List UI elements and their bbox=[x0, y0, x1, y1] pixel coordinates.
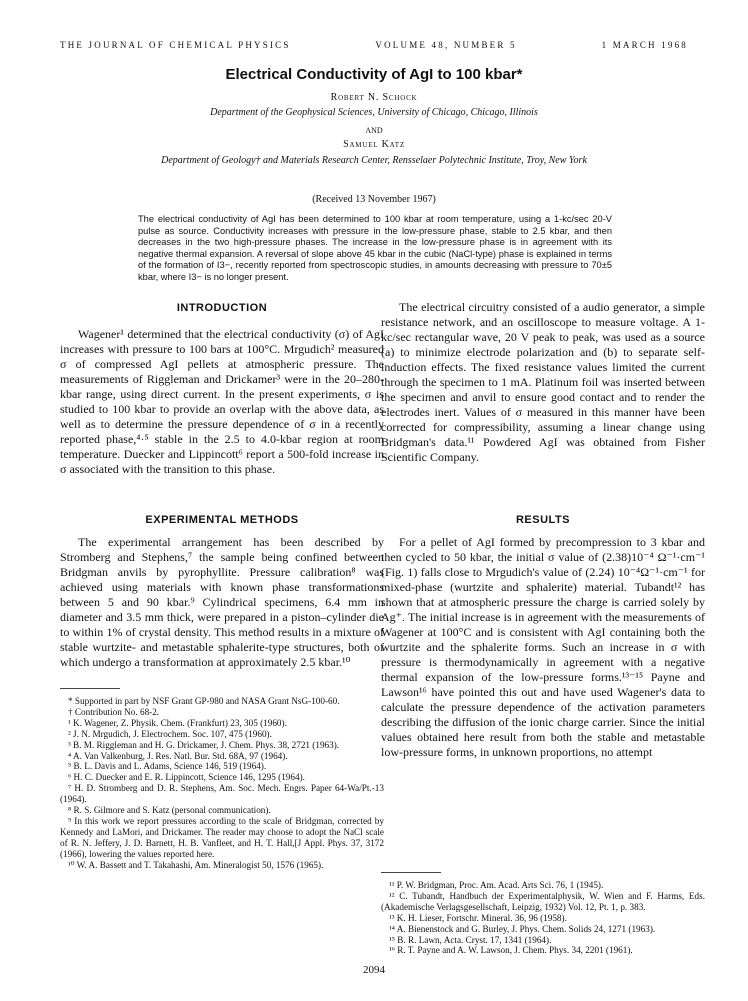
received-date: (Received 13 November 1967) bbox=[312, 194, 436, 205]
introduction-heading: INTRODUCTION bbox=[176, 302, 268, 314]
results-text: For a pellet of AgI formed by precompression to 3 kbar and then cycled to 50 kbar, the initial σ value of (2.38)10⁻⁴ Ω⁻¹·cm⁻¹ (Fig. 1) falls close to Mrgudich's value of (2.24) 10⁻⁴Ω⁻¹·cm⁻¹ for mixed-phase (wurtzite and sphalerite) material. Tubandt¹² has shown that at atmospheric pressure the charge is carried solely by Ag⁺. The initial increase is in agreement with the measurements of Wagener at 100°C and is consistent with AgI containing both the wurtzite and the sphalerite forms. Such an increase in σ with pressure is thermodynamically in agreement with a negative thermal expansion of the low-pressure forms.¹³⁻¹⁵ Payne and Lawson¹⁶ have pointed this out and have used Wagener's data to calculate the pressure dependence of the activation parameters describing the diffusion of the ionic charge carrier. Since the initial values obtained here result from both the stable and metastable low-pressure forms, in unknown proportions, no attempt bbox=[381, 535, 705, 759]
footnote: ¹⁶ R. T. Payne and A. W. Lawson, J. Chem. Phys. 34, 2201 (1961). bbox=[389, 945, 633, 956]
article-title: Electrical Conductivity of AgI to 100 kbar* bbox=[225, 66, 523, 83]
page-number: 2094 bbox=[363, 964, 385, 976]
and-separator: AND bbox=[365, 126, 383, 135]
footnote: ¹³ K. H. Lieser, Fortschr. Mineral. 36, 96 (1958). bbox=[389, 912, 567, 923]
experimental-section bbox=[60, 514, 384, 670]
footnote: ⁵ B. L. Davis and L. Adams, Science 146, 519 (1964). bbox=[68, 761, 267, 772]
footnote: ¹ K. Wagener, Z. Physik. Chem. (Frankfurt) 23, 305 (1960). bbox=[68, 717, 287, 728]
footnote-rule-right bbox=[381, 872, 441, 873]
journal-header bbox=[60, 40, 688, 50]
circuitry-text: The electrical circuitry consisted of a audio generator, a simple resistance network, and an oscilloscope to measure voltage. A 1-kc/sec rectangular wave, 20 V peak to peak, was used as a source (a) to minimize electrode polarization and (b) to separate self-induction effects. The fixed resistance values limited the current through the specimen to 1 mA. Platinum foil was inserted between the specimen and anvil to ensure good contact and to render the electrodes inert. Values of σ measured in this manner have been corrected for compressibility, assuming a linear change using Bridgman's data.¹¹ Powdered AgI was obtained from Fisher Scientific Company. bbox=[381, 300, 705, 464]
introduction-section bbox=[60, 302, 384, 477]
footnote: ⁶ H. C. Duecker and E. R. Lippincott, Science 146, 1295 (1964). bbox=[68, 772, 305, 783]
footnote: ³ B. M. Riggleman and H. G. Drickamer, J. Chem. Phys. 38, 2721 (1963). bbox=[68, 739, 340, 750]
author-1: Robert N. Schock bbox=[330, 92, 418, 103]
volume-number: VOLUME 48, NUMBER 5 bbox=[375, 40, 517, 50]
footnote-rule-left bbox=[60, 688, 120, 689]
circuitry-section bbox=[381, 300, 705, 465]
footnote: * Supported in part by NSF Grant GP-980 and NASA Grant NsG-100-60. bbox=[68, 696, 340, 706]
footnote: ⁸ R. S. Gilmore and S. Katz (personal communication). bbox=[68, 805, 271, 816]
results-section bbox=[381, 514, 705, 760]
experimental-text: The experimental arrangement has been described by Stromberg and Stephens,⁷ the sample being confined between Bridgman anvils by pyrophyllite. Pressure calibration⁸ was achieved using materials with known phase transformations between 5 and 90 kbar.⁹ Cylindrical specimens, 6.4 mm in diameter and 3.5 mm thick, were prepared in a piston–cylinder die to within 1% of crystal density. This method results in a mixture of stable wurtzite- and metastable sphalerite-type structures, both of which undergo a transformation at approximately 2.5 kbar.¹⁰ bbox=[60, 535, 384, 669]
introduction-text: Wagener¹ determined that the electrical conductivity (σ) of AgI increases with pressure to 100 bars at 100°C. Mrgudich² measured σ of compressed AgI pellets at atmospheric pressure. The measurements of Riggleman and Drickamer³ were in the 20–280-kbar range, using direct current. In the present experiments, σ is studied to 100 kbar to provide an overlap with the above data, as well as to determine the pressure dependence of σ in a recently reported phase,⁴·⁵ stable in the 2.5 to 4.0-kbar region at room temperature. Duecker and Lippincott⁶ report a 500-fold increase in σ associated with the transition to this phase. bbox=[60, 327, 384, 476]
footnote: ⁷ H. D. Stromberg and D. R. Stephens, Am. Soc. Mech. Engrs. Paper 64-Wa/Pt.-13 (1964). bbox=[60, 783, 384, 805]
footnotes-right bbox=[381, 880, 705, 956]
footnotes-left bbox=[60, 696, 384, 871]
footnote: ⁴ A. Van Valkenburg, J. Res. Natl. Bur. Std. 68A, 97 (1964). bbox=[68, 750, 288, 761]
footnote: ¹¹ P. W. Bridgman, Proc. Am. Acad. Arts Sci. 76, 1 (1945). bbox=[389, 880, 604, 890]
issue-date: 1 MARCH 1968 bbox=[601, 40, 688, 50]
footnote: † Contribution No. 68-2. bbox=[68, 706, 160, 717]
footnote: ⁹ In this work we report pressures according to the scale of Bridgman, corrected by Kennedy and LaMori, and Drickamer. The reader may choose to adopt the NaCl scale of R. N. Jeffery, J. D. Barnett, H. B. Vanfleet, and H. T. Hall,[J Appl. Phys. 37, 3172 (1966), lowering the values reported here. bbox=[60, 815, 384, 859]
author-2: Samuel Katz bbox=[343, 139, 405, 150]
affiliation-1: Department of the Geophysical Sciences, University of Chicago, Chicago, Illinois bbox=[210, 107, 538, 118]
footnote: ¹⁴ A. Bienenstock and G. Burley, J. Phys. Chem. Solids 24, 1271 (1963). bbox=[389, 923, 656, 934]
abstract: The electrical conductivity of AgI has been determined to 100 kbar at room temperature, using a 1-kc/sec 20-V pulse as source. Conductivity increases with pressure in the low-pressure phase, stable to 2.5 kbar, and then decreases in the two high-pressure phases. The increase in the low-pressure phase is in agreement with its negative thermal expansion. A reversal of slope above 45 kbar in the cubic (NaCl-type) phase is explained in terms of the formation of I3−, recently reported from spectroscopic studies, in amounts decreasing with pressure to 70±5 kbar, where I3− is no longer present. bbox=[138, 214, 612, 282]
experimental-heading: EXPERIMENTAL METHODS bbox=[145, 514, 299, 526]
footnote: ² J. N. Mrgudich, J. Electrochem. Soc. 107, 475 (1960). bbox=[68, 728, 272, 739]
affiliation-2: Department of Geology† and Materials Research Center, Rensselaer Polytechnic Institute, Troy, New York bbox=[161, 155, 587, 166]
journal-name: THE JOURNAL OF CHEMICAL PHYSICS bbox=[60, 40, 291, 50]
footnote: ¹² C. Tubandt, Handbuch der Experimentalphysik, W. Wien and F. Harms, Eds. (Akademische Verlagsgesellschaft, Leipzig, 1932) Vol. 12, Pt. 1, p. 383. bbox=[381, 890, 705, 912]
results-heading: RESULTS bbox=[515, 514, 571, 526]
footnote: ¹⁰ W. A. Bassett and T. Takahashi, Am. Mineralogist 50, 1576 (1965). bbox=[68, 859, 324, 870]
footnote: ¹⁵ B. R. Lawn, Acta. Cryst. 17, 1341 (1964). bbox=[389, 934, 552, 945]
